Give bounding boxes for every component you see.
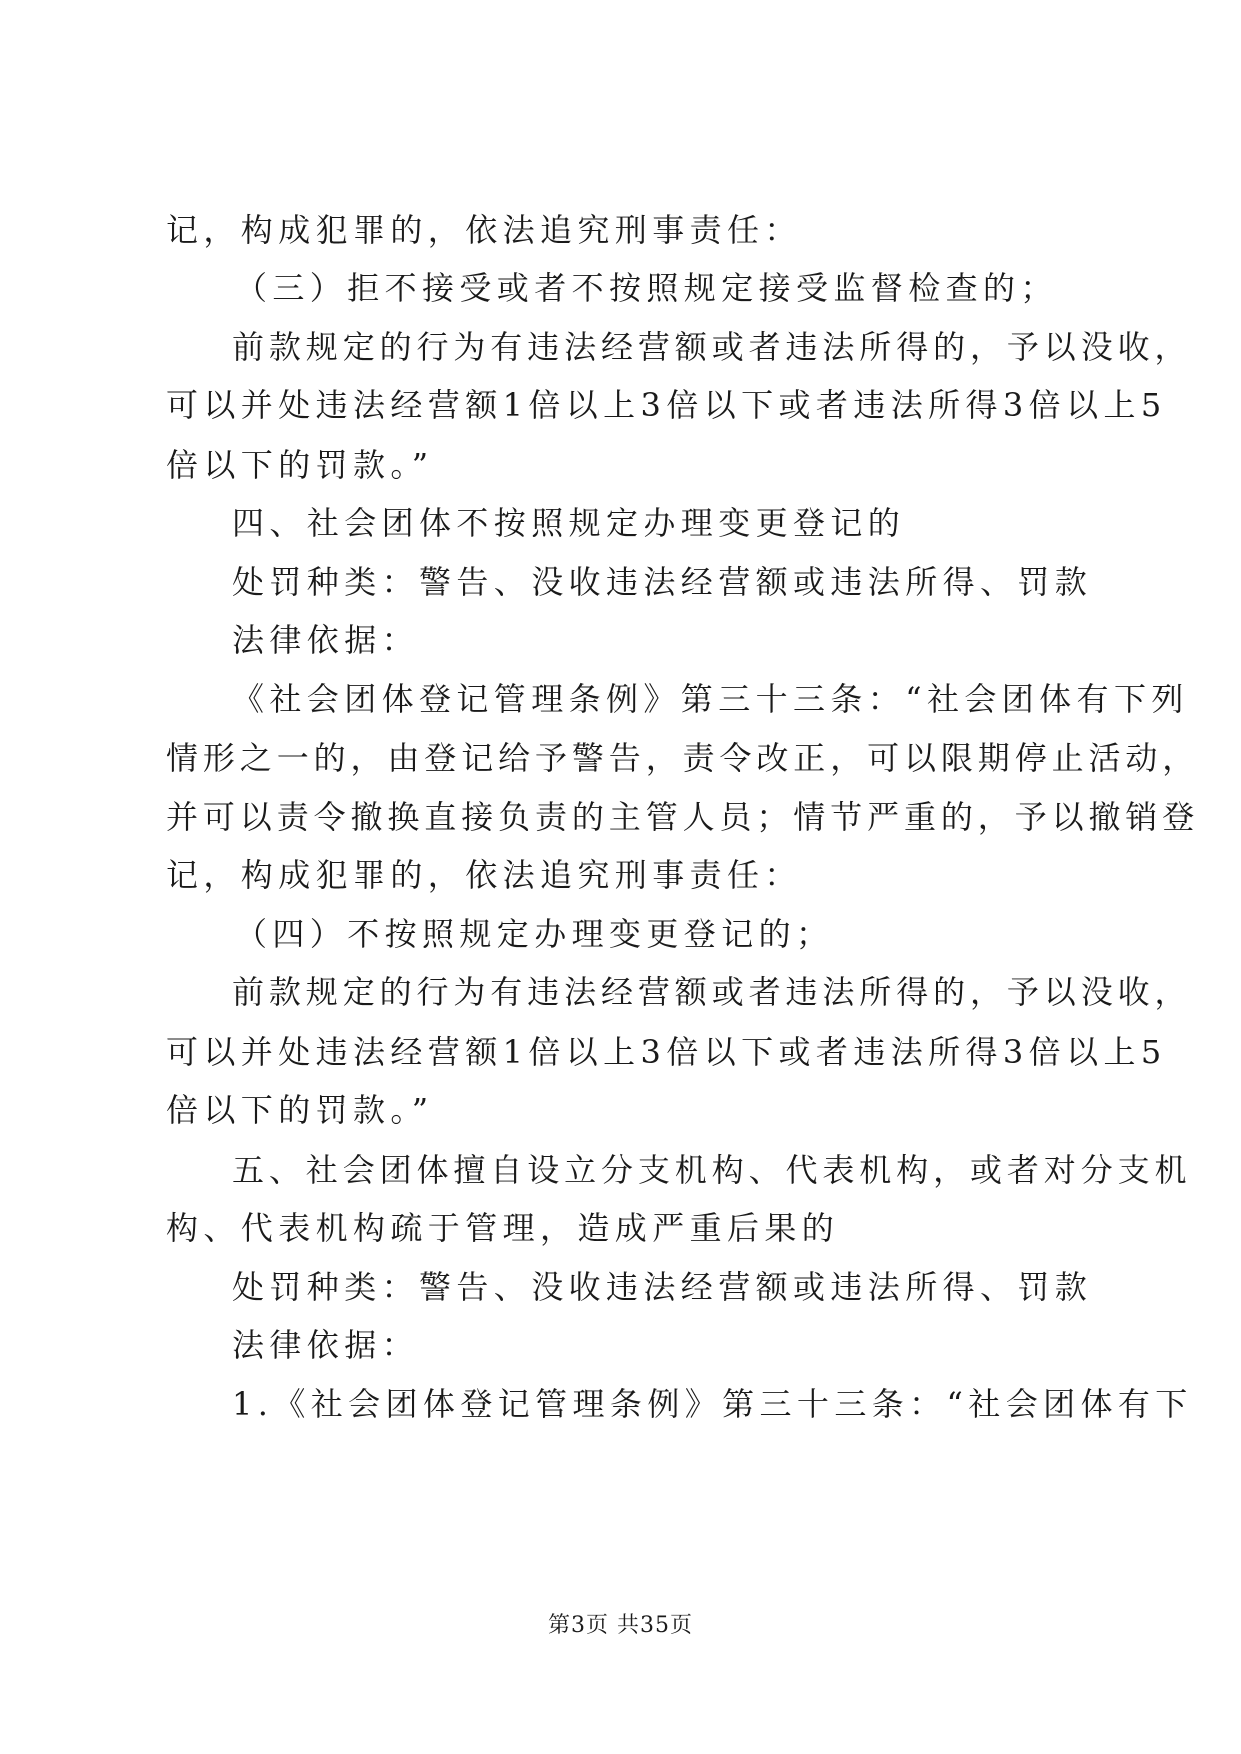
text-line: 《社会团体登记管理条例》第三十三条：“社会团体有下列 — [232, 680, 1189, 718]
text-line: 情形之一的，由登记给予警告，责令改正，可以限期停止活动， — [166, 739, 1200, 777]
text-line: 前款规定的行为有违法经营额或者违法所得的，予以没收， — [232, 973, 1192, 1011]
text-line: 构、代表机构疏于管理，造成严重后果的 — [166, 1209, 840, 1247]
text-line: 处罚种类：警告、没收违法经营额或违法所得、罚款 — [232, 1268, 1093, 1306]
text-line: 可以并处违法经营额1倍以上3倍以下或者违法所得3倍以上5 — [166, 1033, 1167, 1071]
text-line: 五、社会团体擅自设立分支机构、代表机构，或者对分支机 — [232, 1151, 1192, 1189]
text-line: 四、社会团体不按照规定办理变更登记的 — [232, 504, 906, 542]
text-line: 并可以责令撤换直接负责的主管人员；情节严重的，予以撤销登 — [166, 798, 1200, 836]
text-line: 法律依据： — [232, 1326, 420, 1364]
page-number-footer: 第3页 共35页 — [548, 1613, 693, 1638]
text-line: 法律依据： — [232, 621, 420, 659]
text-line: （四）不按照规定办理变更登记的； — [235, 915, 834, 953]
text-line: 倍以下的罚款。” — [166, 446, 434, 484]
text-line: 记，构成犯罪的，依法追究刑事责任： — [166, 856, 802, 894]
text-line: 处罚种类：警告、没收违法经营额或违法所得、罚款 — [232, 563, 1093, 601]
text-line: 可以并处违法经营额1倍以上3倍以下或者违法所得3倍以上5 — [166, 386, 1167, 424]
text-line: 前款规定的行为有违法经营额或者违法所得的，予以没收， — [232, 328, 1192, 366]
text-line: 1.《社会团体登记管理条例》第三十三条：“社会团体有下 — [232, 1385, 1193, 1423]
text-line: 记，构成犯罪的，依法追究刑事责任： — [166, 211, 802, 249]
text-line: （三）拒不接受或者不按照规定接受监督检查的； — [235, 269, 1058, 307]
text-line: 倍以下的罚款。” — [166, 1091, 434, 1129]
